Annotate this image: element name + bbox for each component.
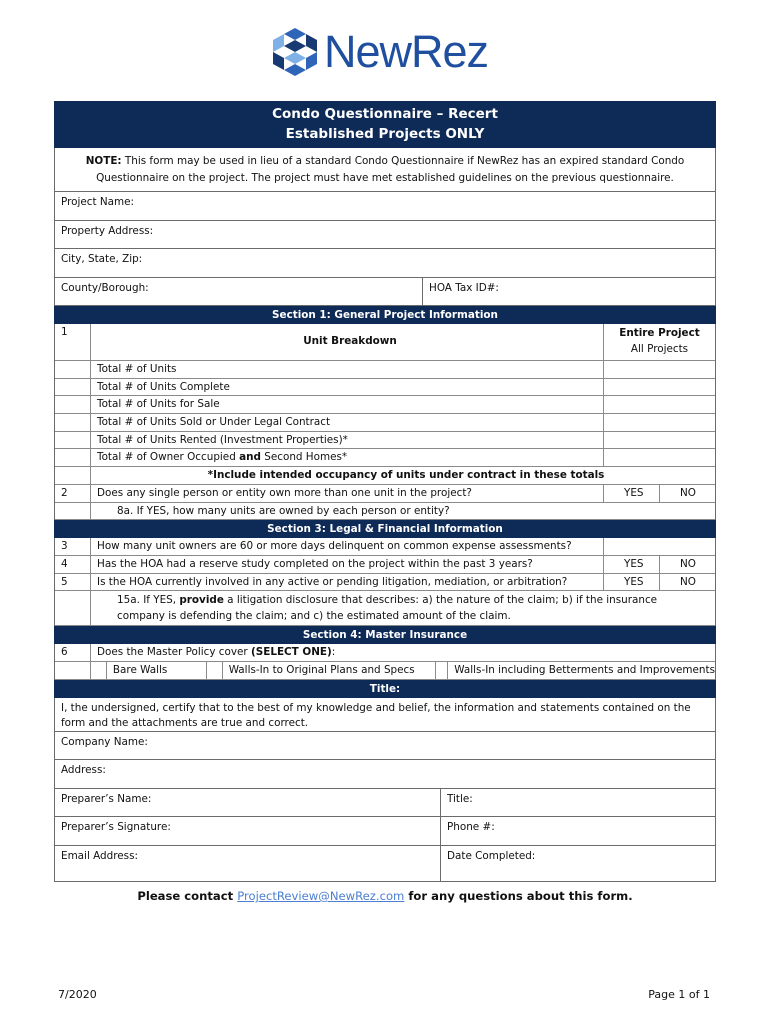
table-row xyxy=(55,662,715,680)
q4-no-option[interactable]: NO xyxy=(680,557,696,570)
company-name-label: Company Name: xyxy=(61,735,148,748)
q2-no-option[interactable]: NO xyxy=(680,486,696,499)
units-total-label: Total # of Units xyxy=(97,363,177,375)
q2-number: 2 xyxy=(55,485,91,502)
units-total-input[interactable] xyxy=(603,361,715,378)
q5-yes-option[interactable]: YES xyxy=(604,574,660,591)
q5-no-option[interactable]: NO xyxy=(680,575,696,588)
table-row xyxy=(55,574,715,592)
entire-project-col xyxy=(603,324,715,360)
units-sold-label: Total # of Units Sold or Under Legal Contract xyxy=(97,416,331,429)
q3-number: 3 xyxy=(55,538,91,555)
section4-table xyxy=(54,644,716,679)
q3-text: How many unit owners are 60 or more days delinquent on common expense assessments? xyxy=(97,540,572,553)
table-row xyxy=(55,361,715,379)
date-completed-label[interactable]: Date Completed: xyxy=(447,849,536,862)
table-row xyxy=(55,538,715,556)
form-title-band xyxy=(54,101,716,148)
address-row[interactable] xyxy=(54,760,716,789)
table-row xyxy=(55,467,715,485)
table-row xyxy=(55,556,715,574)
signature-row xyxy=(54,817,716,846)
address-label: Address: xyxy=(61,764,106,777)
project-name-label: Project Name: xyxy=(61,196,135,208)
form-title-line1: Condo Questionnaire – Recert xyxy=(272,106,498,122)
newrez-logo xyxy=(270,26,502,80)
bare-walls-option[interactable]: Bare Walls xyxy=(107,662,207,679)
contact-pre: Please contact xyxy=(137,889,238,903)
units-rented-input[interactable] xyxy=(603,432,715,449)
walls-in-betterments-checkbox[interactable] xyxy=(436,662,448,679)
walls-in-original-option[interactable]: Walls-In to Original Plans and Specs xyxy=(223,662,437,679)
section4-header: Section 4: Master Insurance xyxy=(54,626,716,644)
bare-walls-checkbox[interactable] xyxy=(91,662,107,679)
form-title-line2: Established Projects ONLY xyxy=(285,126,485,142)
condo-questionnaire-form xyxy=(54,101,716,882)
q5-text: Is the HOA currently involved in any active or pending litigation, mediation, or arbitration? xyxy=(97,575,568,588)
table-row xyxy=(55,396,715,414)
q4-yes-option[interactable]: YES xyxy=(604,556,660,573)
q2a-text: 8a. If YES, how many units are owned by each person or entity? xyxy=(117,504,450,517)
section3-table xyxy=(54,538,716,626)
units-complete-label: Total # of Units Complete xyxy=(97,380,230,393)
q6-number: 6 xyxy=(55,644,91,661)
table-row xyxy=(55,379,715,397)
q4-text: Has the HOA had a reserve study completed on the project within the past 3 years? xyxy=(97,557,533,570)
units-complete-input[interactable] xyxy=(603,379,715,396)
table-row xyxy=(55,644,715,662)
footer-date: 7/2020 xyxy=(58,988,97,1001)
phone-label[interactable]: Phone #: xyxy=(447,821,495,834)
q2-text: Does any single person or entity own more than one unit in the project? xyxy=(97,486,472,499)
email-row xyxy=(54,846,716,882)
note-text: This form may be used in lieu of a standard Condo Questionnaire if NewRez has an expired standard Condo Questionnaire on the project. The project must have met established guidelines on the previous questionnaire. xyxy=(96,155,685,184)
q6-text: Does the Master Policy cover (SELECT ONE): xyxy=(97,646,336,659)
units-for-sale-label: Total # of Units for Sale xyxy=(97,398,220,411)
property-address-label: Property Address: xyxy=(61,224,154,237)
table-row xyxy=(55,485,715,503)
q2-yes-option[interactable]: YES xyxy=(604,485,660,502)
q5-number: 5 xyxy=(55,574,91,591)
walls-in-betterments-option[interactable]: Walls-In including Betterments and Improvements xyxy=(454,663,715,676)
note-label: NOTE: xyxy=(85,155,122,167)
table-row[interactable] xyxy=(55,591,715,626)
email-label[interactable]: Email Address: xyxy=(55,846,441,881)
signature-label[interactable]: Preparer’s Signature: xyxy=(55,817,441,845)
contact-line xyxy=(0,889,770,903)
units-for-sale-input[interactable] xyxy=(603,396,715,413)
section3-header: Section 3: Legal & Financial Information xyxy=(54,520,716,538)
q5a-text: 15a. If YES, provide a litigation disclosure that describes: a) the nature of the claim; b) if the insurance company is defending the claim; and c) the estimated amount of the claim. xyxy=(117,594,658,623)
table-row xyxy=(55,432,715,450)
units-sold-input[interactable] xyxy=(603,414,715,431)
footer-page-number: Page 1 of 1 xyxy=(648,988,710,1001)
county-label[interactable]: County/Borough: xyxy=(55,278,423,306)
table-row[interactable] xyxy=(55,503,715,521)
certify-text: I, the undersigned, certify that to the best of my knowledge and belief, the information and statements contained on the form and the attachments are true and correct. xyxy=(61,701,691,729)
project-name-row[interactable] xyxy=(54,192,716,221)
preparer-name-row xyxy=(54,789,716,818)
all-projects-label: All Projects xyxy=(630,343,689,355)
note xyxy=(54,148,716,192)
entire-project-label: Entire Project xyxy=(619,327,700,339)
include-note: *Include intended occupancy of units under contract in these totals xyxy=(207,469,605,482)
q4-number: 4 xyxy=(55,556,91,573)
q1-number: 1 xyxy=(55,324,91,360)
county-row xyxy=(54,278,716,307)
company-name-row[interactable] xyxy=(54,732,716,761)
title-label[interactable]: Title: xyxy=(447,792,473,805)
owner-occupied-label: Total # of Owner Occupied and Second Homes* xyxy=(97,451,348,464)
hoa-tax-id-label[interactable]: HOA Tax ID#: xyxy=(429,281,499,294)
property-address-row[interactable] xyxy=(54,221,716,250)
contact-email-link[interactable]: ProjectReview@NewRez.com xyxy=(237,889,405,903)
newrez-logo-mark-icon xyxy=(270,26,320,78)
city-state-zip-row[interactable] xyxy=(54,249,716,278)
q3-input[interactable] xyxy=(603,538,715,555)
section6-header: Title: xyxy=(54,680,716,698)
unit-breakdown-label: Unit Breakdown xyxy=(303,335,397,347)
units-rented-label: Total # of Units Rented (Investment Properties)* xyxy=(97,433,348,446)
section1-header: Section 1: General Project Information xyxy=(54,306,716,324)
table-row xyxy=(55,414,715,432)
walls-in-original-checkbox[interactable] xyxy=(207,662,223,679)
unit-breakdown-header-row xyxy=(55,324,715,361)
logo-text: NewRez xyxy=(324,26,489,77)
contact-post: for any questions about this form. xyxy=(404,889,633,903)
certify-row xyxy=(54,698,716,732)
preparer-name-label[interactable]: Preparer’s Name: xyxy=(55,789,441,817)
section1-table xyxy=(54,324,716,520)
city-state-zip-label: City, State, Zip: xyxy=(61,253,143,265)
owner-occupied-input[interactable] xyxy=(603,449,715,466)
table-row xyxy=(55,449,715,467)
